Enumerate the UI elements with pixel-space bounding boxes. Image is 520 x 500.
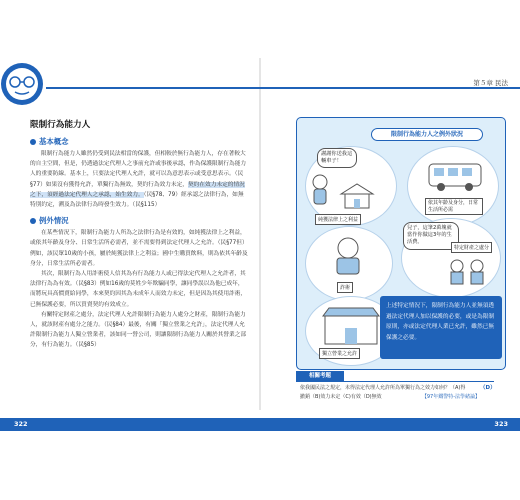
speech-bubble-property: 兒子，這筆2萬塊就當作你做這3年的生活費。 bbox=[403, 222, 459, 250]
quiz-source: 【97年鐵警特-法學緒論】 bbox=[421, 394, 480, 400]
chapter-header: 第５章 民法 bbox=[473, 79, 508, 87]
page-number-left: 322 bbox=[14, 420, 28, 428]
label-property-disposal: 特定財產之處分 bbox=[451, 242, 492, 253]
paragraph-exception-2: 其次，限制行為人用詐術使人信其為有行為能力人或已得法定代理人之允許者，其法律行為為有效。（民§83）例如16歲的莫姓少年欺騙同學，讓同學誤以為他已成年，而將玩具高價賣給同學，本來契約因其為未成年人而效力未定，但是因為其使用詐術，已無保護必要，所以買賣契約有效成立。 bbox=[30, 271, 247, 308]
figures-icon bbox=[447, 258, 487, 286]
paragraph-exception-1: 在某些情況下，限制行為能力人所為之法律行為是有效的，如純獲法律上之利益，或依其年齡及身分、日常生活所必需者，並不需要得到法定代理人之允許。（民§77但）例如，該民眾10歲的小孩，屬於純獲法律上之利益；國中生購買飲料，則為依其年齡及身分，日常生活所必需者。 bbox=[30, 230, 248, 267]
quiz-question: 依我國民法之規定，未得法定代理人允許所為單獨行為之效力如何？（A)得撤銷（B)效力未定（C)有效（D)無效 bbox=[300, 385, 466, 400]
label-independent-business: 獨立營業之允許 bbox=[319, 348, 360, 359]
section-title: 限制行為能力人 bbox=[30, 120, 91, 130]
highlighted-text: 契約在效力未定的情況之下，須經過法定代理人之承認，始生效力。 bbox=[30, 181, 245, 198]
paragraph-exception-3: 有關特定財產之處分，法定代理人允許限制行為能力人處分之財產，限制行為能力人，就該財產有處分之能力。（民§84）最後，有關「獨立營業之允許」，法定代理人允許限制行為能力人獨立營業者，該如同一營公司，則讓限制行為能力人關於其營業之部分，有行為能力。（民§85） bbox=[30, 311, 247, 349]
label-fraud: 詐術 bbox=[337, 282, 353, 293]
page-gutter bbox=[259, 58, 261, 410]
subheading-exception bbox=[30, 215, 248, 226]
label-pure-benefit: 純獲法律上之利益 bbox=[315, 214, 361, 225]
related-question bbox=[296, 371, 494, 405]
subheading-label: 例外情況 bbox=[39, 216, 69, 226]
quiz-rule bbox=[296, 381, 494, 382]
fraud-figure-icon bbox=[323, 236, 373, 276]
footer-band bbox=[0, 418, 520, 431]
illustration-title: 限制行為能力人之例外狀況 bbox=[371, 128, 483, 141]
subheading-label: 基本概念 bbox=[39, 137, 69, 146]
left-page-content bbox=[30, 118, 248, 351]
subheading-basic bbox=[30, 136, 248, 147]
bullet-icon bbox=[30, 218, 36, 224]
header-rule bbox=[46, 87, 520, 89]
quiz-label: 相關考題 bbox=[296, 371, 344, 381]
note-box: 上述特定情況下，限制行為能力人並無須透過法定代理人加以保護的必要，或是為限制原則，亦或法定代理人業已允許，雖然已無保護之必要。 bbox=[380, 296, 502, 359]
house-icon bbox=[337, 182, 377, 210]
page-number-right: 323 bbox=[494, 420, 508, 428]
quiz-answer: （D） bbox=[480, 385, 496, 391]
child-figure-icon bbox=[309, 174, 331, 206]
shop-icon bbox=[321, 306, 381, 346]
mascot-logo-icon bbox=[0, 62, 44, 106]
paragraph-basic: 限制行為能力人雖然仍受到民法相當的保護，但相較於無行為能力人，存在著較大的自主空間，但是，仍透過法定代理人之事前允許或事後承認，作為保護限制行為能力人的重要防線。基本上，只要法定代理人允許，就可以為意思表示或受意思表示。（民§77）如果沒有獲得允許，單獨行為無效，契約行為效力未定，契約在效力未定的情況之下，須經過法定代理人之承認，始生效力。（民§78、79）經承認之法律行為，如無特別約定，溯及為法律行為時發生效力。（民§115） bbox=[30, 151, 247, 209]
label-daily-necessity: 依其年齡及身分，日常生活所必需 bbox=[425, 198, 483, 215]
speech-bubble-gift: 謝謝你送我這輛車子！ bbox=[317, 148, 357, 168]
bullet-icon bbox=[30, 139, 36, 145]
bus-icon bbox=[427, 160, 483, 192]
